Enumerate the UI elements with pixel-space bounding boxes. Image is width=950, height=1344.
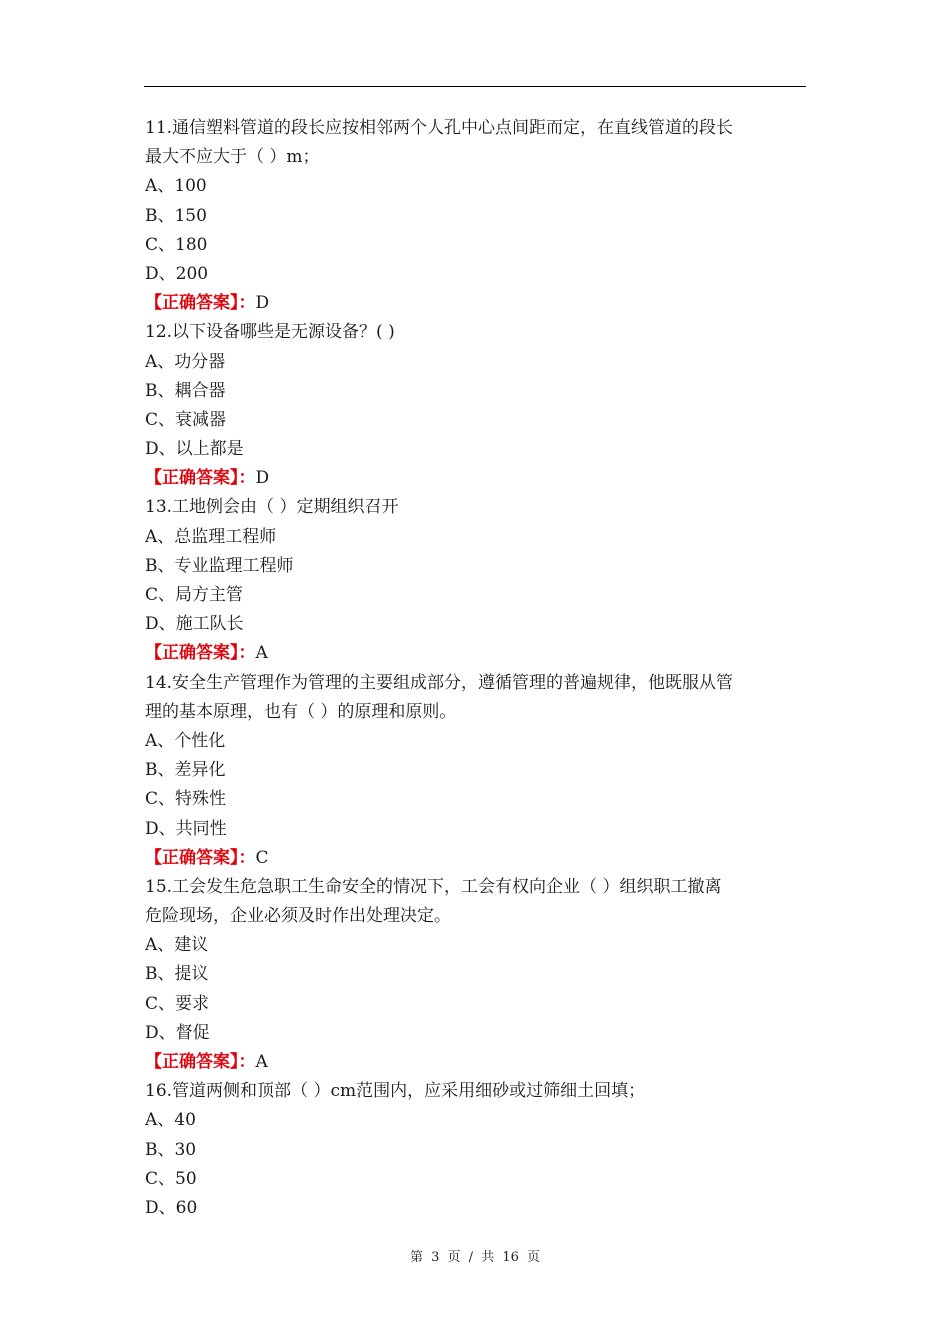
total-pages: 16 (502, 1250, 519, 1265)
header-rule (144, 86, 806, 87)
answer-value: C (255, 847, 269, 868)
question-13 (145, 493, 807, 668)
option-b: B、30 (145, 1139, 197, 1160)
question-stem: 最大不应大于（ ）m； (145, 147, 320, 168)
option-d: D、共同性 (145, 818, 227, 839)
question-16 (145, 1077, 807, 1223)
answer-value: D (255, 468, 270, 489)
answer-value: A (255, 643, 268, 664)
question-stem: 15.工会发生危急职工生命安全的情况下，工会有权向企业（ ）组织职工撤离 (145, 876, 722, 897)
option-d: D、60 (145, 1197, 198, 1218)
footer-separator: / (468, 1250, 474, 1265)
option-c: C、局方主管 (145, 585, 244, 605)
correct-answer (145, 289, 807, 318)
question-stem: 11.通信塑料管道的段长应按相邻两个人孔中心点间距而定，在直线管道的段长 (145, 118, 734, 138)
option-d: D、以上都是 (145, 439, 244, 460)
question-list (145, 114, 807, 1223)
option-b: B、150 (145, 205, 207, 226)
question-stem: 危险现场，企业必须及时作出处理决定。 (145, 906, 451, 927)
option-a: A、个性化 (145, 730, 226, 751)
option-c: C、衰减器 (145, 409, 227, 430)
option-a: A、总监理工程师 (145, 526, 277, 547)
option-d: D、督促 (145, 1022, 210, 1043)
answer-label: 【正确答案】： (145, 1052, 256, 1072)
option-b: B、差异化 (145, 760, 226, 781)
option-c: C、特殊性 (145, 789, 227, 810)
question-11 (145, 114, 807, 318)
footer-prefix: 第 (409, 1250, 423, 1265)
option-c: C、180 (145, 234, 208, 255)
option-d: D、施工队长 (145, 614, 244, 635)
question-stem: 16.管道两侧和顶部（ ）cm范围内，应采用细砂或过筛细土回填； (145, 1081, 646, 1102)
footer-page-unit: 页 (447, 1250, 461, 1265)
footer-total-unit: 页 (527, 1250, 541, 1265)
answer-value: D (255, 293, 270, 314)
answer-label: 【正确答案】： (145, 293, 256, 314)
option-a: A、建议 (145, 935, 209, 956)
question-stem: 14.安全生产管理作为管理的主要组成部分，遵循管理的普遍规律，他既服从管 (145, 672, 734, 693)
option-c: C、要求 (145, 993, 210, 1014)
correct-answer (145, 844, 807, 873)
option-a: A、40 (145, 1110, 196, 1131)
option-a: A、功分器 (145, 351, 226, 372)
question-stem: 理的基本原理，也有（ ）的原理和原则。 (145, 701, 457, 722)
option-d: D、200 (145, 263, 209, 284)
option-b: B、专业监理工程师 (145, 555, 294, 576)
answer-label: 【正确答案】： (145, 643, 256, 664)
option-c: C、50 (145, 1168, 197, 1189)
footer-total-prefix: 共 (481, 1250, 495, 1265)
option-b: B、耦合器 (145, 380, 226, 401)
question-stem: 13.工地例会由（ ）定期组织召开 (145, 497, 399, 518)
option-a: A、100 (145, 176, 207, 197)
question-stem: 12.以下设备哪些是无源设备？( ) (145, 322, 395, 343)
question-15 (145, 873, 807, 1077)
page-footer (0, 1246, 950, 1265)
option-b: B、提议 (145, 964, 209, 985)
answer-value: A (255, 1052, 268, 1072)
answer-label: 【正确答案】： (145, 847, 256, 868)
question-14 (145, 669, 807, 873)
correct-answer (145, 639, 807, 668)
question-12 (145, 318, 807, 493)
correct-answer (145, 464, 807, 493)
page-number: 3 (431, 1250, 440, 1265)
correct-answer (145, 1048, 807, 1077)
answer-label: 【正确答案】： (145, 468, 256, 489)
